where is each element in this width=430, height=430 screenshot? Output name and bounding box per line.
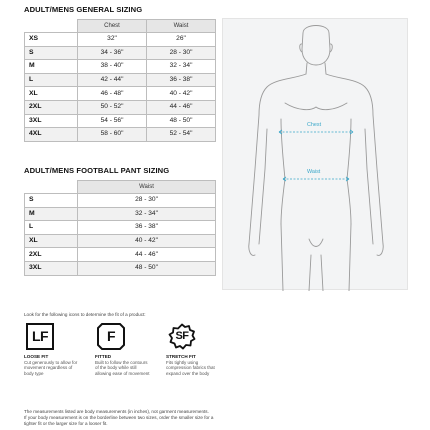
fit-description: Cut generously to allow for movement regardless of body type — [24, 360, 78, 376]
waist-cell: 48 - 50" — [78, 261, 216, 275]
chest-cell: 46 - 48" — [78, 87, 147, 101]
fit-item-fitted — [95, 323, 157, 376]
table-header-row — [25, 181, 216, 194]
header-chest: Chest — [78, 20, 147, 33]
chest-cell: 38 - 40" — [78, 60, 147, 74]
size-cell: XL — [25, 234, 78, 248]
size-cell: S — [25, 46, 78, 60]
waist-measure-label: Waist — [307, 169, 321, 175]
general-sizing-title: ADULT/MENS GENERAL SIZING — [24, 5, 143, 14]
waist-cell: 48 - 50" — [147, 114, 216, 128]
header-blank-cell — [25, 20, 78, 33]
size-cell: M — [25, 60, 78, 74]
fit-name: FITTED — [95, 354, 112, 359]
size-cell: 3XL — [25, 261, 78, 275]
chest-cell: 54 - 56" — [78, 114, 147, 128]
pant-sizing-table — [24, 180, 216, 276]
chest-cell: 32" — [78, 33, 147, 47]
table-header-row — [25, 20, 216, 33]
waist-cell: 40 - 42" — [147, 87, 216, 101]
fit-intro-text: Look for the following icons to determine the fit of a product: — [24, 312, 146, 317]
table-row — [25, 234, 216, 248]
table-row — [25, 207, 216, 221]
footnote-line: tighter fit or the larger size for a looser fit. — [24, 421, 108, 426]
size-cell: 4XL — [25, 128, 78, 142]
size-cell: 2XL — [25, 248, 78, 262]
waist-cell: 36 - 38" — [78, 221, 216, 235]
fit-description: Fits tightly using compression fabrics that expand over the body — [166, 360, 215, 376]
table-row — [25, 46, 216, 60]
fit-item-loose — [24, 323, 86, 376]
fit-name: LOOSE FIT — [24, 354, 49, 359]
general-sizing-table — [24, 19, 216, 142]
body-outline-icon — [223, 19, 409, 291]
waist-cell: 44 - 46" — [78, 248, 216, 262]
fit-badge-letters: F — [106, 328, 116, 344]
table-row — [25, 33, 216, 47]
header-waist: Waist — [78, 181, 216, 194]
table-row — [25, 261, 216, 275]
waist-cell: 32 - 34" — [78, 207, 216, 221]
chest-cell: 58 - 60" — [78, 128, 147, 142]
chest-cell: 34 - 36" — [78, 46, 147, 60]
waist-cell: 26" — [147, 33, 216, 47]
gear-badge-icon — [168, 323, 196, 350]
size-cell: 3XL — [25, 114, 78, 128]
table-row — [25, 248, 216, 262]
rounded-badge-icon — [97, 323, 125, 350]
size-cell: 2XL — [25, 100, 78, 114]
waist-cell: 36 - 38" — [147, 73, 216, 87]
table-row — [25, 128, 216, 142]
header-waist: Waist — [147, 20, 216, 33]
chest-measure-label: Chest — [307, 122, 322, 128]
size-cell: M — [25, 207, 78, 221]
waist-cell: 28 - 30" — [78, 194, 216, 208]
waist-cell: 44 - 46" — [147, 100, 216, 114]
pant-sizing-title: ADULT/MENS FOOTBALL PANT SIZING — [24, 166, 170, 175]
size-cell: XL — [25, 87, 78, 101]
square-badge-icon — [26, 323, 54, 350]
table-row — [25, 221, 216, 235]
waist-cell: 32 - 34" — [147, 60, 216, 74]
chest-cell: 50 - 52" — [78, 100, 147, 114]
size-cell: S — [25, 194, 78, 208]
table-row — [25, 60, 216, 74]
footnote-line: The measurements listed are body measurements (in inches), not garment measurements. — [24, 409, 209, 414]
waist-cell: 40 - 42" — [78, 234, 216, 248]
body-measurement-figure — [222, 18, 408, 290]
waist-cell: 28 - 30" — [147, 46, 216, 60]
fit-name: STRETCH FIT — [166, 354, 196, 359]
fit-badge-letters: SF — [175, 330, 189, 342]
table-row — [25, 194, 216, 208]
table-row — [25, 73, 216, 87]
fit-item-stretch — [166, 323, 228, 376]
table-row — [25, 100, 216, 114]
header-blank-cell — [25, 181, 78, 194]
table-row — [25, 114, 216, 128]
size-cell: L — [25, 73, 78, 87]
fit-badge-letters: LF — [31, 328, 49, 344]
chest-cell: 42 - 44" — [78, 73, 147, 87]
size-cell: XS — [25, 33, 78, 47]
size-cell: L — [25, 221, 78, 235]
waist-cell: 52 - 54" — [147, 128, 216, 142]
fit-description: Built to follow the contours of the body while still allowing ease of movement — [95, 360, 150, 376]
footnote-line: If your body measurement is on the borderline between two sizes, order the smaller size for a — [24, 415, 214, 420]
table-row — [25, 87, 216, 101]
